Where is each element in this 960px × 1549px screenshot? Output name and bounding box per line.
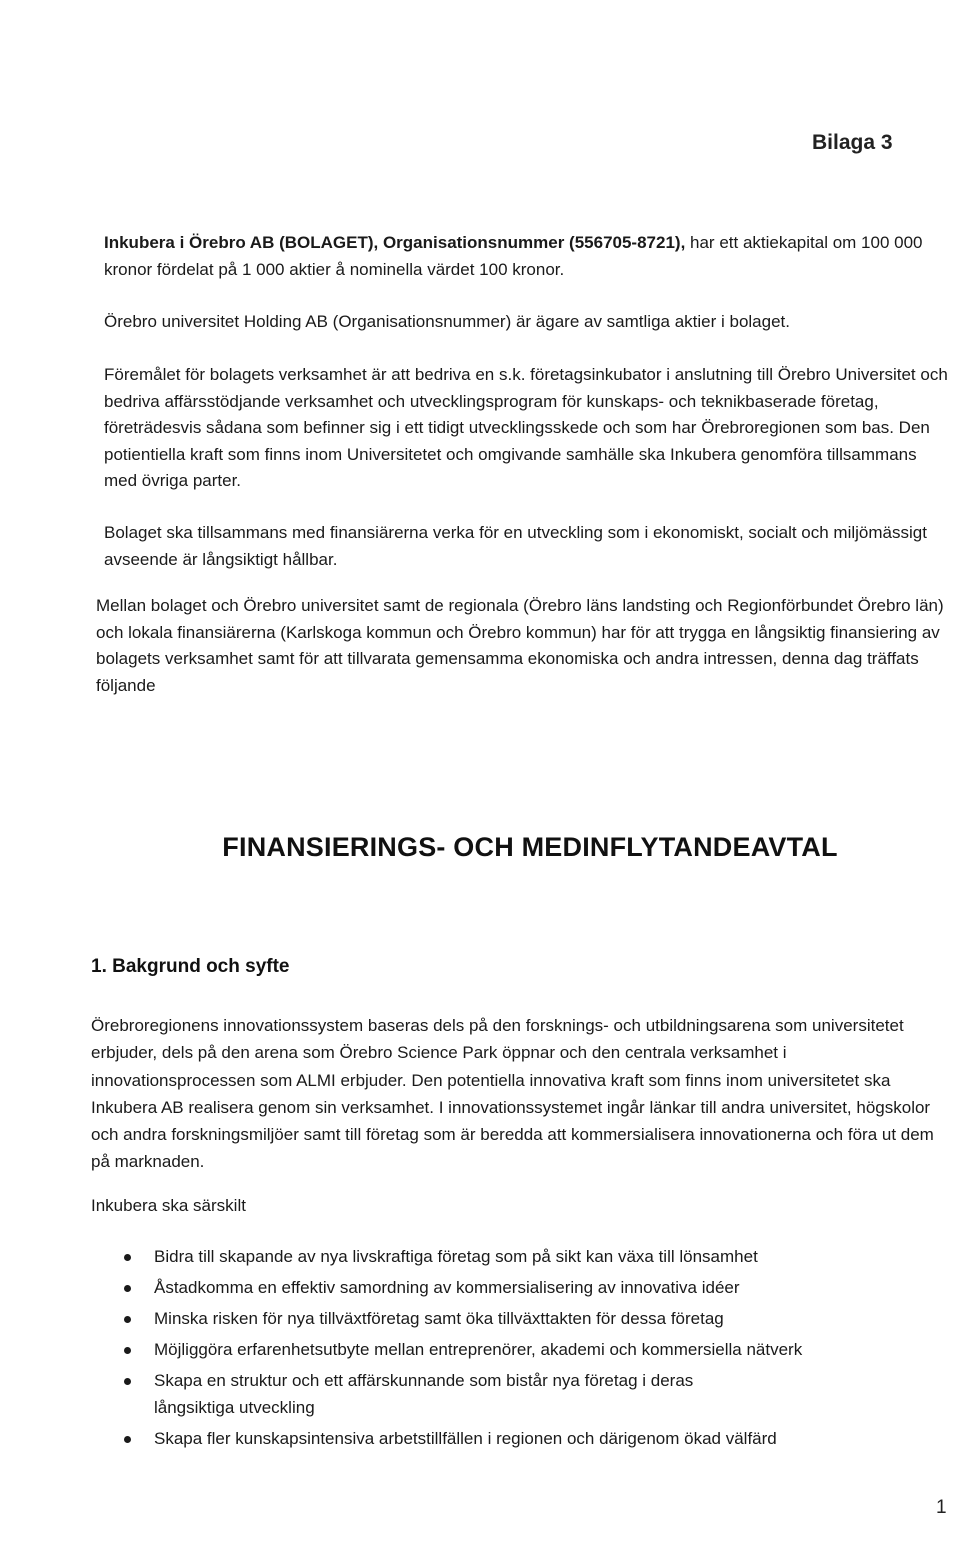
list-item (0, 1426, 940, 1453)
list-item-text: Minska risken för nya tillväxtföretag samt öka tillväxttakten för dessa företag (154, 1309, 724, 1328)
list-item (0, 1337, 940, 1364)
bullet-icon (124, 1254, 131, 1261)
bullet-icon (124, 1347, 131, 1354)
intro-paragraph-owner: Örebro universitet Holding AB (Organisationsnummer) är ägare av samtliga aktier i bolaget. (104, 312, 790, 331)
list-item-text: Bidra till skapande av nya livskraftiga företag som på sikt kan växa till lönsamhet (154, 1247, 758, 1266)
section-heading: 1. Bakgrund och syfte (91, 956, 290, 977)
list-item (0, 1306, 940, 1333)
list-item-text: Skapa en struktur och ett affärskunnande som bistår nya företag i deras långsiktiga utveckling (154, 1371, 694, 1417)
company-name: Inkubera i Örebro AB (BOLAGET), Organisationsnummer (556705-8721), (104, 233, 686, 252)
list-item-text: Skapa fler kunskapsintensiva arbetstillfällen i regionen och därigenom ökad välfärd (154, 1428, 777, 1448)
list-item-text: Åstadkomma en effektiv samordning av kommersialisering av innovativa idéer (154, 1278, 740, 1297)
intro-paragraph-parties: Mellan bolaget och Örebro universitet samt de regionala (Örebro läns landsting och Regionförbundet Örebro län) och lokala finansiärerna (Karlskoga kommun och Örebro kommun) har för att trygga en långsiktig finansiering av bolagets verksamhet samt för att tillvarata gemensamma ekonomiska och andra intressen, denna dag träffats följande (96, 596, 944, 695)
bullet-icon (124, 1285, 131, 1292)
list-item (0, 1244, 940, 1271)
list-item-text: Möjliggöra erfarenhetsutbyte mellan entreprenörer, akademi och kommersiella nätverk (154, 1340, 803, 1359)
list-item (0, 1275, 940, 1302)
intro-paragraph-sustainability: Bolaget ska tillsammans med finansiärerna verka för en utveckling som i ekonomiskt, socialt och miljömässigt avseende är långsiktigt hållbar. (104, 523, 927, 569)
section-paragraph-intro-list: Inkubera ska särskilt (91, 1196, 246, 1215)
company-capital-text: har ett aktiekapital om 100 000 kronor fördelat på 1 000 aktier å nominella värdet 100 kronor. (104, 233, 923, 279)
page-number: 1 (936, 1497, 947, 1518)
intro-paragraph-purpose: Föremålet för bolagets verksamhet är att bedriva en s.k. företagsinkubator i anslutning till Örebro Universitet och bedriva affärsstödjande verksamhet och utvecklingsprogram för kunskaps- och teknikbaserade företag, företrädesvis sådana som befinner sig i ett tidigt utvecklingsskede och som har Örebroregionen som bas. Den potientiella kraft som finns inom Universitetet och omgivande samhälle ska Inkubera genomföra tillsammans med övriga parter. (104, 365, 948, 490)
agreement-title: FINANSIERINGS- OCH MEDINFLYTANDEAVTAL (222, 832, 838, 862)
intro-paragraph-company (104, 230, 950, 283)
section-paragraph-background: Örebroregionens innovationssystem baseras dels på den forsknings- och utbildningsarena som universitetet erbjuder, dels på den arena som Örebro Science Park öppnar och den centrala verksamhet i innovationsprocessen som ALMI erbjuder. Den potentiella innovativa kraft som finns inom universitetet ska Inkubera AB realisera genom sin verksamhet. I innovationssystemet ingår länkar till andra universitet, högskolor och andra forskningsmiljöer samt till företag som är beredda att kommersialisera innovationerna och föra ut dem på marknaden. (91, 1016, 934, 1172)
attachment-label: Bilaga 3 (812, 131, 893, 154)
bullet-icon (124, 1436, 131, 1443)
goals-list (0, 1244, 940, 1457)
bullet-icon (124, 1316, 131, 1323)
bullet-icon (124, 1378, 131, 1385)
list-item (0, 1368, 940, 1421)
